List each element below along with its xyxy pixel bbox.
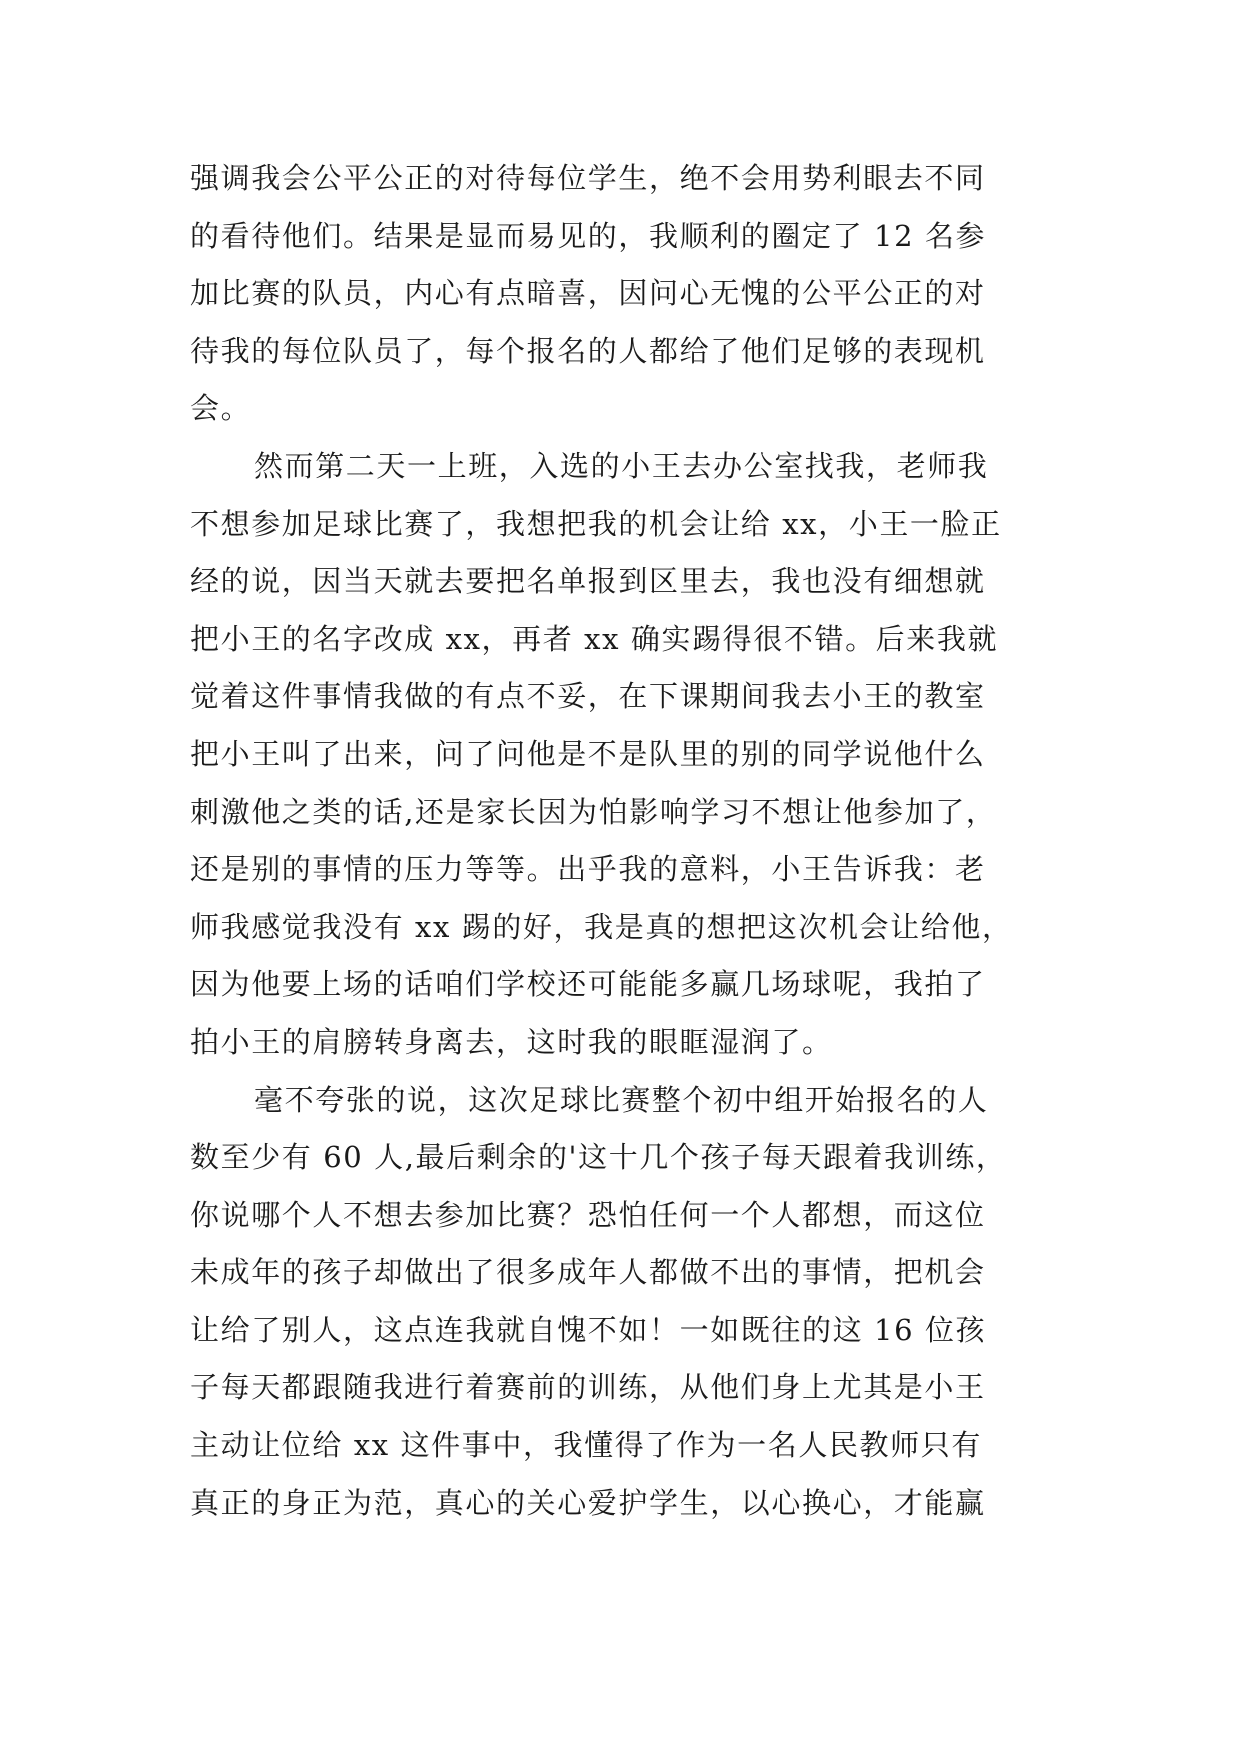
text-line: 不想参加足球比赛了，我想把我的机会让给 xx，小王一脸正 [190, 506, 1002, 541]
text-line: 觉着这件事情我做的有点不妥，在下课期间我去小王的教室 [190, 679, 986, 714]
text-line: 拍小王的肩膀转身离去，这时我的眼眶湿润了。 [190, 1024, 833, 1059]
text-line: 还是别的事情的压力等等。出乎我的意料，小王告诉我：老 [190, 852, 986, 887]
body-text [190, 150, 1050, 1532]
text-line: 师我感觉我没有 xx 踢的好，我是真的想把这次机会让给他， [190, 909, 1013, 944]
text-line: 刺激他之类的话,还是家长因为怕影响学习不想让他参加了， [190, 794, 997, 829]
text-line: 把小王的名字改成 xx，再者 xx 确实踢得很不错。后来我就 [190, 621, 999, 656]
text-line: 经的说，因当天就去要把名单报到区里去，我也没有细想就 [190, 564, 986, 599]
text-line: 待我的每位队员了，每个报名的人都给了他们足够的表现机 [190, 333, 986, 368]
text-line: 加比赛的队员，内心有点暗喜，因问心无愧的公平公正的对 [190, 276, 986, 311]
text-line: 子每天都跟随我进行着赛前的训练，从他们身上尤其是小王 [190, 1370, 986, 1405]
text-line: 让给了别人，这点连我就自愧不如！一如既往的这 16 位孩 [190, 1312, 987, 1347]
text-line: 数至少有 60 人,最后剩余的'这十几个孩子每天跟着我训练， [190, 1140, 1007, 1175]
text-line: 主动让位给 xx 这件事中，我懂得了作为一名人民教师只有 [190, 1428, 982, 1463]
text-line: 强调我会公平公正的对待每位学生，绝不会用势利眼去不同 [190, 161, 986, 195]
text-line: 把小王叫了出来，问了问他是不是队里的别的同学说他什么 [190, 736, 986, 771]
text-line: 未成年的孩子却做出了很多成年人都做不出的事情，把机会 [190, 1255, 986, 1290]
paragraph-start-line: 然而第二天一上班，入选的小王去办公室找我，老师我 [254, 448, 989, 483]
text-line: 你说哪个人不想去参加比赛？恐怕任何一个人都想，而这位 [190, 1197, 986, 1232]
text-line: 因为他要上场的话咱们学校还可能能多赢几场球呢，我拍了 [190, 967, 986, 1002]
paragraph-start-line: 毫不夸张的说，这次足球比赛整个初中组开始报名的人 [254, 1082, 989, 1117]
text-line: 会。 [190, 391, 252, 426]
text-line: 的看待他们。结果是显而易见的，我顺利的圈定了 12 名参 [190, 218, 987, 253]
text-line: 真正的身正为范，真心的关心爱护学生，以心换心，才能赢 [190, 1485, 986, 1520]
